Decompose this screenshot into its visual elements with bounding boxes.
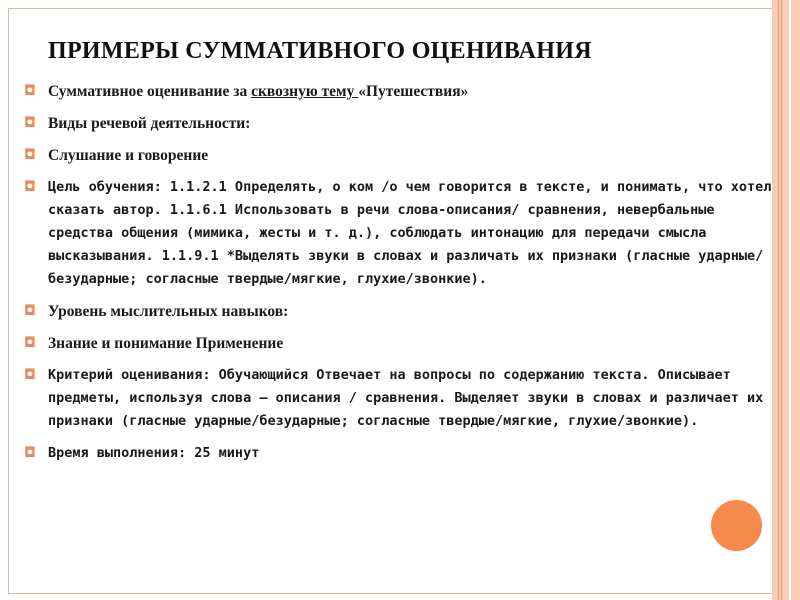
frame-bottom-border bbox=[8, 593, 772, 594]
decorative-circle bbox=[711, 500, 762, 551]
frame-top-border bbox=[8, 8, 772, 9]
list-item: ◘ Виды речевой деятельности: bbox=[20, 112, 785, 135]
bullet-icon: ◘ bbox=[24, 83, 36, 99]
list-item: ◘ Знание и понимание Применение bbox=[20, 332, 785, 355]
bullet-icon: ◘ bbox=[24, 445, 36, 461]
frame-left-border bbox=[8, 8, 9, 594]
list-item: ◘ Уровень мыслительных навыков: bbox=[20, 300, 785, 323]
bullet-icon: ◘ bbox=[24, 335, 36, 351]
bullet-list bbox=[20, 80, 785, 474]
bullet-icon: ◘ bbox=[24, 303, 36, 319]
bullet-icon: ◘ bbox=[24, 179, 36, 195]
list-item: ◘ Суммативное оценивание за сквозную тему «Путешествия» bbox=[20, 80, 785, 103]
list-item: ◘ Цель обучения: 1.1.2.1 Определять, о ком /о чем говорится в тексте, и понимать, что хотел сказать автор. 1.1.6.1 Использовать в речи слова-описания/ сравнения, невербальные средства общения (мимика, жесты и т. д.), соблюдать интонацию для передачи смысла высказывания. 1.1.9.1 *Выделять звуки в словах и различать их признаки (гласные ударные/безударные; согласные твердые/мягкие, глухие/звонкие). bbox=[20, 176, 785, 291]
topic-link: сквозную тему bbox=[251, 83, 359, 100]
list-item: ◘ Критерий оценивания: Обучающийся Отвечает на вопросы по содержанию текста. Описывает предметы, используя слова – описания / сравнения. Выделяет звуки в словах и различает их признаки (гласные ударные/безударные; согласные твердые/мягкие, глухие/звонкие). bbox=[20, 364, 785, 433]
slide-title: ПРИМЕРЫ СУММАТИВНОГО ОЦЕНИВАНИЯ bbox=[48, 38, 592, 64]
list-item: ◘ Время выполнения: 25 минут bbox=[20, 442, 785, 465]
bullet-icon: ◘ bbox=[24, 147, 36, 163]
bullet-icon: ◘ bbox=[24, 367, 36, 383]
list-item: ◘ Слушание и говорение bbox=[20, 144, 785, 167]
right-decorative-line bbox=[789, 0, 791, 600]
bullet-icon: ◘ bbox=[24, 115, 36, 131]
